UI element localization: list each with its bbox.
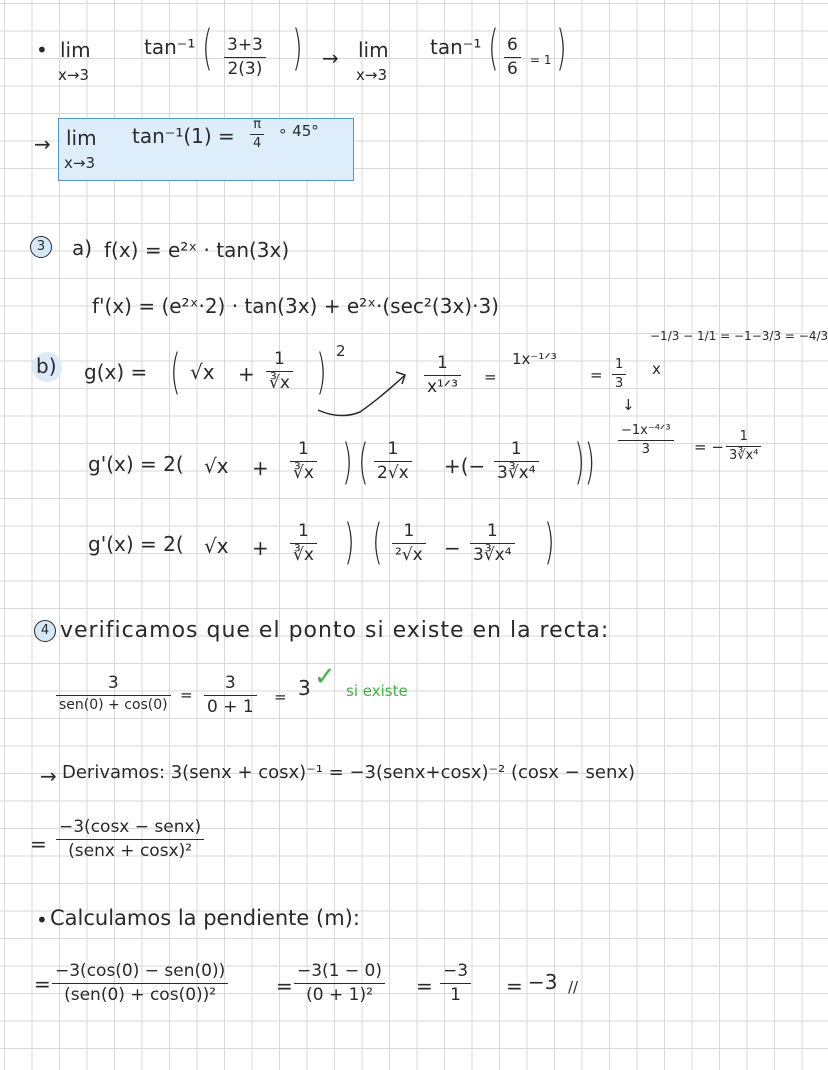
connector-arrow-icon xyxy=(318,376,404,416)
frac-numerator: π xyxy=(253,117,262,132)
paren-open: ( xyxy=(358,434,369,490)
arrow: → xyxy=(322,46,339,70)
frac-numerator: 3+3 xyxy=(227,35,263,55)
d-equals: = xyxy=(30,832,47,856)
s-equals-1: = xyxy=(276,974,293,998)
sqrt-x: √x xyxy=(190,360,215,384)
frac-numerator: 1 xyxy=(739,429,748,444)
paren-close-2: ) xyxy=(556,20,567,76)
side-x: x xyxy=(652,360,661,378)
frac-denominator: ²√x xyxy=(395,544,423,565)
fx-derivative: f'(x) = (e²ˣ·2) · tan(3x) + e²ˣ·(sec²(3x)·3) xyxy=(92,294,499,318)
frac-denominator: ∛x xyxy=(293,462,314,483)
paren-close: ) xyxy=(292,20,303,76)
frac-denominator: 3∛x⁴ xyxy=(497,462,536,483)
frac-numerator: 1 xyxy=(274,349,285,369)
frac-denominator: sen(0) + cos(0) xyxy=(59,696,168,713)
frac-denominator: 3 xyxy=(641,442,650,458)
paren-open: ( xyxy=(202,20,213,76)
paren-close: ) xyxy=(316,344,327,400)
plus-minus: +(− xyxy=(444,454,486,478)
frac-numerator: −3(cosx − senx) xyxy=(59,817,202,837)
equals: = xyxy=(180,686,193,704)
s-equals-2: = xyxy=(416,974,433,998)
part-b-label: b) xyxy=(36,354,57,378)
box-lim-subscript: x→3 xyxy=(64,154,95,172)
frac-numerator: 1 xyxy=(298,439,309,459)
frac-denominator: 3∛x⁴ xyxy=(729,448,759,464)
squared-exponent: 2 xyxy=(336,342,346,360)
right-equals: = − xyxy=(694,438,724,456)
frac-denominator: (senx + cosx)² xyxy=(68,840,193,861)
problem-4-badge: 4 xyxy=(34,620,56,642)
lim-label: lim xyxy=(60,38,91,62)
frac-numerator: −3(cos(0) − sen(0)) xyxy=(55,961,226,981)
frac-numerator: −1x⁻⁴ᐟ³ xyxy=(621,423,671,438)
frac-numerator: 1 xyxy=(510,439,522,459)
slope-bullet: • xyxy=(36,908,48,932)
tan-inverse: tan⁻¹ xyxy=(144,35,196,59)
frac-denominator: 1 xyxy=(450,984,461,1005)
gx-label: g(x) = xyxy=(84,360,148,384)
check-icon: ✓ xyxy=(314,662,336,692)
slope-result: −3 xyxy=(528,970,558,994)
gprime-2-left: g'(x) = 2( xyxy=(88,532,184,556)
plus: + xyxy=(238,362,255,386)
frac-numerator: 1 xyxy=(486,521,498,541)
s-equals-0: = xyxy=(34,972,51,996)
check-note: si existe xyxy=(346,682,408,700)
slope-title: Calculamos la pendiente (m): xyxy=(50,906,360,930)
frac-numerator: 1 xyxy=(615,357,624,372)
paren-open: ( xyxy=(372,514,383,570)
frac-denominator: 0 + 1 xyxy=(207,696,254,717)
verify-result: 3 xyxy=(298,676,311,700)
frac-numerator: 1 xyxy=(437,353,448,373)
side-equals-2: = xyxy=(590,366,603,384)
paren-close-2: ) xyxy=(544,514,555,570)
frac-denominator: 2(3) xyxy=(227,58,263,79)
gprime-1-left: g'(x) = 2( xyxy=(88,452,184,476)
side-power: 1x⁻¹ᐟ³ xyxy=(512,350,557,368)
frac-numerator: 3 xyxy=(224,673,236,693)
derive-line: Derivamos: 3(senx + cosx)⁻¹ = −3(senx+cosx)⁻² (cosx − senx) xyxy=(62,762,636,783)
fx-definition: f(x) = e²ˣ · tan(3x) xyxy=(104,238,290,262)
box-arrow: → xyxy=(34,132,51,156)
part-a-label: a) xyxy=(72,236,93,260)
frac-numerator: 6 xyxy=(507,35,518,55)
frac-denominator: 3∛x⁴ xyxy=(473,544,512,565)
lim-label-2: lim xyxy=(358,38,389,62)
equals-one: = 1 xyxy=(530,53,552,67)
exponent-calculation: −1/3 − 1/1 = −1−3/3 = −4/3 xyxy=(650,329,828,343)
bullet: • xyxy=(36,38,48,62)
paren-open-2: ( xyxy=(488,20,499,76)
final-mark: // xyxy=(568,978,579,996)
arrow-down: ↓ xyxy=(622,396,635,414)
sqrt-x: √x xyxy=(204,454,229,478)
frac-denominator: 2√x xyxy=(377,462,409,483)
s-equals-3: = xyxy=(506,974,523,998)
frac-numerator: 1 xyxy=(387,439,399,459)
frac-denominator: ∛x xyxy=(269,372,290,393)
box-expression: tan⁻¹(1) = xyxy=(132,124,235,148)
frac-denominator: (sen(0) + cos(0))² xyxy=(64,984,217,1005)
equals-2: = xyxy=(274,688,287,706)
frac-denominator: x¹ᐟ³ xyxy=(427,376,458,397)
problem-3-badge: 3 xyxy=(30,236,52,258)
derive-arrow: → xyxy=(40,764,57,788)
side-equals: = xyxy=(484,368,497,386)
frac-numerator: −3 xyxy=(443,961,469,981)
frac-denominator: 3 xyxy=(615,376,624,392)
frac-numerator: 1 xyxy=(403,521,415,541)
lim-subscript: x→3 xyxy=(58,66,89,84)
problem-4-intro: verificamos que el ponto si existe en la recta: xyxy=(60,618,610,643)
frac-denominator: 6 xyxy=(507,58,518,79)
frac-numerator: 1 xyxy=(298,521,309,541)
plus: + xyxy=(252,536,269,560)
frac-denominator: 4 xyxy=(253,136,262,152)
frac-numerator: −3(1 − 0) xyxy=(297,961,383,981)
sqrt-x: √x xyxy=(204,534,229,558)
box-lim: lim xyxy=(66,126,97,150)
frac-denominator: ∛x xyxy=(293,544,314,565)
tan-inverse-2: tan⁻¹ xyxy=(430,35,482,59)
minus: − xyxy=(444,536,461,560)
lim-subscript-2: x→3 xyxy=(356,66,387,84)
paren-close: ) xyxy=(342,434,353,490)
frac-denominator: (0 + 1)² xyxy=(306,984,373,1005)
plus: + xyxy=(252,456,269,480)
degrees: ∘ 45° xyxy=(278,122,319,140)
paren-close: ) xyxy=(344,514,355,570)
frac-numerator: 3 xyxy=(107,673,119,693)
paren-close-double: )) xyxy=(574,434,596,490)
paren-open: ( xyxy=(170,344,181,400)
